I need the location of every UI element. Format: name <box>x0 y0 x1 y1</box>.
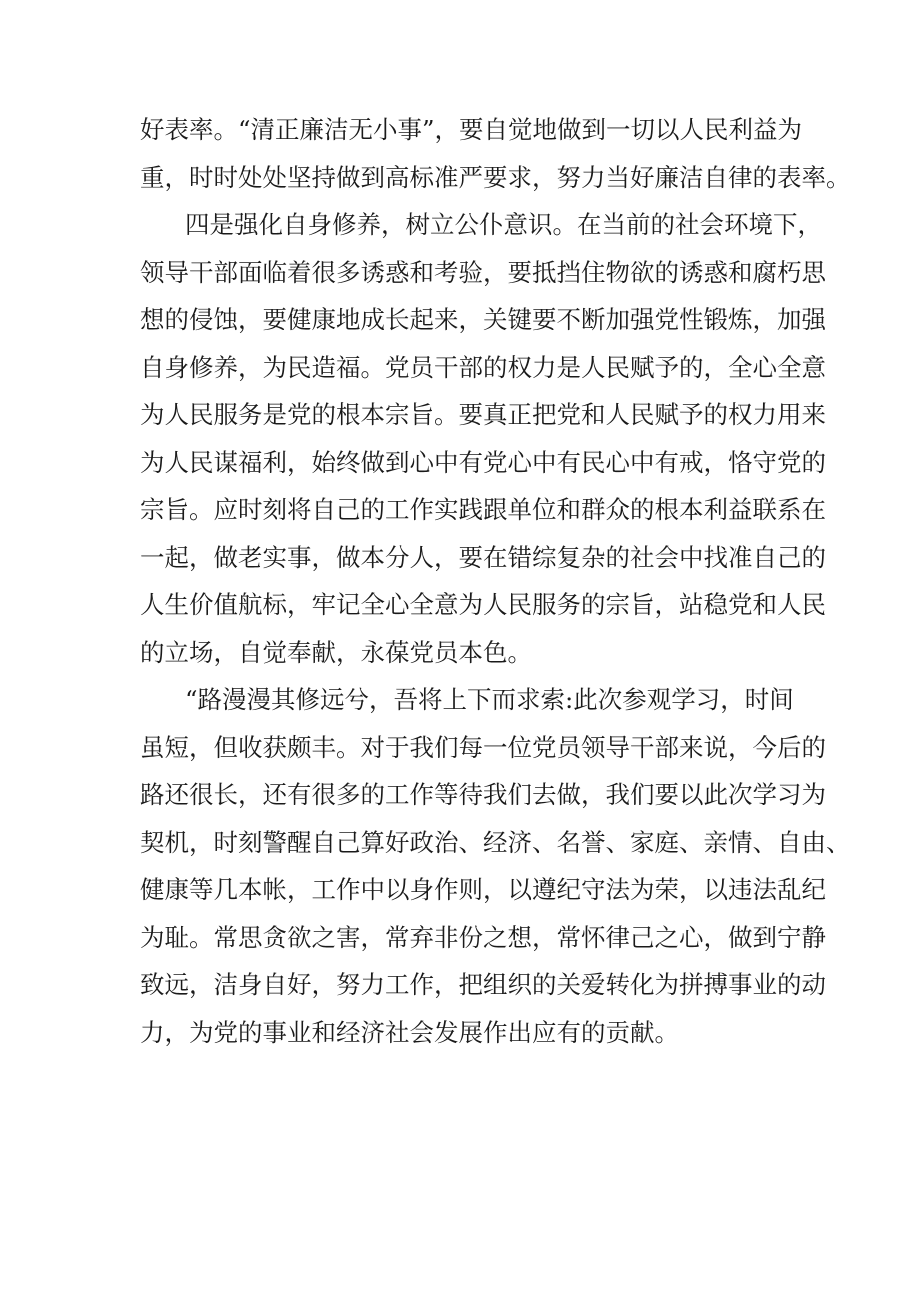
text-line: 一起，做老实事，做本分人，要在错综复杂的社会中找准自己的 <box>140 542 826 572</box>
text-line: 宗旨。应时刻将自己的工作实践跟单位和群众的根本利益联系在 <box>140 495 826 524</box>
text-line: 的立场，自觉奉献，永葆党员本色。 <box>140 637 532 667</box>
text-line: 虽短，但收获颇丰。对于我们每一位党员领导干部来说，今后的 <box>140 732 826 762</box>
text-line: 为耻。常思贪欲之害，常弃非份之想，常怀律己之心，做到宁静 <box>140 922 826 952</box>
document-body <box>140 106 851 1056</box>
text-line: 想的侵蚀，要健康地成长起来，关键要不断加强党性锻炼，加强 <box>140 305 826 334</box>
text-line: 路还很长，还有很多的工作等待我们去做，我们要以此次学习为 <box>140 780 826 809</box>
text-line: 为人民谋福利，始终做到心中有党心中有民心中有戒，恪守党的 <box>140 447 826 477</box>
text-line: 力，为党的事业和经济社会发展作出应有的贡献。 <box>140 1017 679 1047</box>
paragraph-2 <box>140 201 826 676</box>
text-line: “路漫漫其修远兮，吾将上下而求索:此次参观学习，时间 <box>185 685 794 714</box>
text-line: 致远，洁身自好，努力工作，把组织的关爱转化为拼搏事业的动 <box>140 970 826 999</box>
text-line: 四是强化自身修养，树立公仆意识。在当前的社会环境下， <box>185 210 822 239</box>
text-line: 自身修养，为民造福。党员干部的权力是人民赋予的，全心全意 <box>140 352 826 382</box>
text-line: 契机，时刻警醒自己算好政治、经济、名誉、家庭、亲情、自由、 <box>140 827 851 857</box>
text-line: 为人民服务是党的根本宗旨。要真正把党和人民赋予的权力用来 <box>140 400 826 429</box>
text-line: 好表率。“清正廉洁无小事”，要自觉地做到一切以人民利益为 <box>140 115 803 144</box>
text-line: 重，时时处处坚持做到高标准严要求，努力当好廉洁自律的表率。 <box>140 162 851 192</box>
text-line: 健康等几本帐，工作中以身作则，以遵纪守法为荣，以违法乱纪 <box>140 875 826 904</box>
text-line: 人生价值航标，牢记全心全意为人民服务的宗旨，站稳党和人民 <box>140 590 826 619</box>
paragraph-1 <box>140 106 851 201</box>
text-line: 领导干部面临着很多诱惑和考验，要抵挡住物欲的诱惑和腐朽思 <box>140 257 826 287</box>
paragraph-3 <box>140 676 851 1056</box>
